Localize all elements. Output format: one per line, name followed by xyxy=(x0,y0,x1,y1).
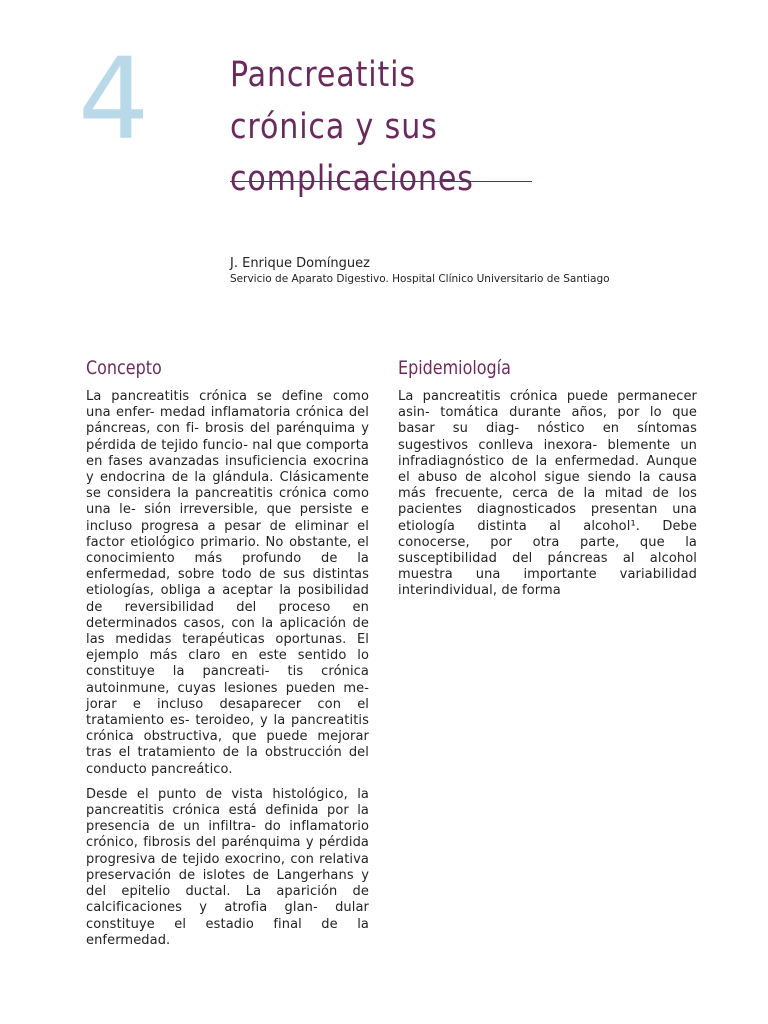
paragraph: La pancreatitis crónica puede permanecer asin- tomática durante años, por lo que basar su diag- nóstico en síntomas sugestivos conlleva inexora- blemente un infradiagnóstico de la enfermedad. Aunque el abuso de alcohol sigue siendo la causa más frecuente, cerca de la mitad de los pacientes diagnosticados presentan una etiología distinta al alcohol¹. Debe conocerse, por otra parte, que la susceptibilidad del páncreas al alcohol muestra una importante variabilidad interindividual, de forma xyxy=(398,389,697,599)
section-heading-epidemiologia: Epidemiología xyxy=(398,357,511,379)
chapter-title-line-3: complicaciones xyxy=(230,159,474,199)
paragraph: Desde el punto de vista histológico, la pancreatitis crónica está definida por la presencia de un infiltra- do inflamatorio crónico, fibrosis del parénquima y pérdida progresiva de tejido exocrino, con relativa preservación de islotes de Langerhans y del epitelio ductal. La aparición de calcificaciones y atrofia glan- dular constituye el estadio final de la enfermedad. xyxy=(86,786,369,948)
chapter-title-line-2: crónica y sus xyxy=(230,107,438,147)
author-name: J. Enrique Domínguez xyxy=(230,256,370,271)
chapter-title xyxy=(230,52,474,208)
section-body-epidemiologia xyxy=(398,389,697,609)
title-divider xyxy=(230,181,532,182)
author-affiliation: Servicio de Aparato Digestivo. Hospital Clínico Universitario de Santiago xyxy=(230,273,610,285)
paragraph: La pancreatitis crónica se define como una enfer- medad inflamatoria crónica del páncreas, con fi- brosis del parénquima y pérdida de tejido funcio- nal que comporta en fases avanzadas insuficiencia exocrina y endocrina de la glándula. Clásicamente se considera la pancreatitis crónica como una le- sión irreversible, que persiste e incluso progresa a pesar de eliminar el factor etiológico primario. No obstante, el conocimiento más profundo de la enfermedad, sobre todo de sus distintas etiologías, obliga a aceptar la posibilidad de reversibilidad del proceso en determinados casos, con la aplicación de las medidas terapéuticas oportunas. El ejemplo más claro en este sentido lo constituye la pancreati- tis crónica autoinmune, cuyas lesiones pueden me- jorar e incluso desaparecer con el tratamiento es- teroideo, y la pancreatitis crónica obstructiva, que puede mejorar tras el tratamiento de la obstrucción del conducto pancreático. xyxy=(86,389,369,777)
chapter-title-line-1: Pancreatitis xyxy=(230,55,416,95)
section-heading-concepto: Concepto xyxy=(86,357,162,379)
section-body-concepto xyxy=(86,389,369,958)
chapter-number: 4 xyxy=(78,35,150,165)
